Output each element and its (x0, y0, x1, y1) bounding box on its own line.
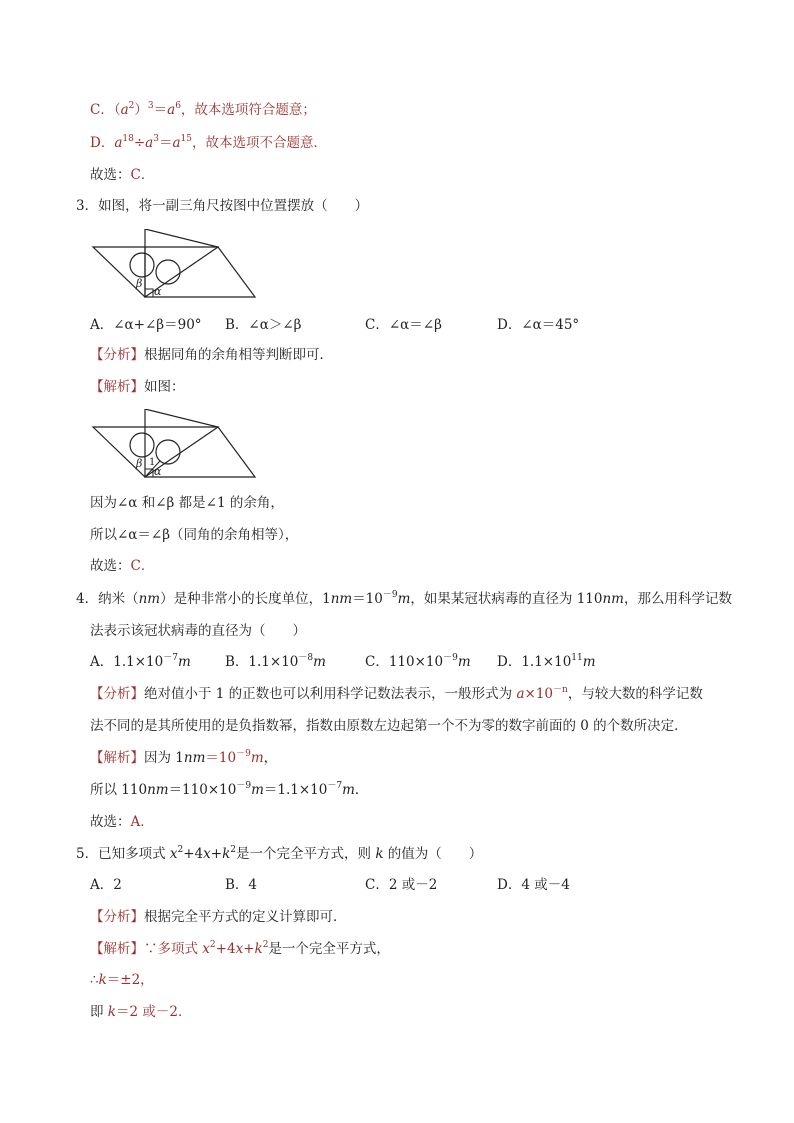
q3-option-a: A．∠α+∠β＝90° (90, 317, 202, 333)
q3-answer: 故选：C． (90, 558, 155, 574)
q4-analysis-line2: 法不同的是其所使用的是负指数幂，指数由原数左边起第一个不为零的数字前面的 0 的个数所决定． (90, 718, 688, 734)
q5-stem: 5．已知多项式 $x^2+4x+k^2$是一个完全平方式，则 k 的值为（ ） (76, 845, 483, 862)
q5-solution-line3: 即 k＝2 或－2． (90, 1004, 192, 1020)
q5-option-c: C．2 或－2 (365, 877, 438, 893)
q3-solution: 【解析】如图： (90, 379, 185, 395)
q4-stem-line1: 4．纳米（nm）是种非常小的长度单位，$1nm=10^{-9}m$，如果某冠状病毒的直径为 110nm，那么用科学记数 (76, 590, 732, 607)
q4-analysis-line1: 【分析】绝对值小于 1 的正数也可以利用科学记数法表示，一般形式为 $a\times 10^{-n}$，与较大数的科学记数 (90, 685, 703, 702)
q3-solution-line2: 所以∠α＝∠β（同角的余角相等）， (90, 527, 299, 543)
q4-option-b: B．$1.1\times 10^{-8}m$ (225, 653, 326, 670)
q5-solution-line2: ∴k＝±2， (90, 972, 154, 988)
q3-solution-line1: 因为∠α 和∠β 都是∠1 的余角， (90, 495, 284, 511)
q3-option-b: B．∠α＞∠β (225, 317, 302, 333)
q3-solution-figure (90, 409, 265, 479)
q3-sol-alpha-label: α (154, 465, 162, 478)
q4-option-a: A．$1.1\times 10^{-7}m$ (90, 653, 191, 670)
q5-option-d: D．4 或－4 (497, 877, 570, 893)
q5-option-b: B．4 (225, 877, 258, 893)
prev-option-c: C．$(a^2)^3=a^6$，故本选项符合题意； (90, 101, 316, 118)
prev-option-d: D．$a^{18}\div a^3=a^{15}$，故本选项不合题意． (90, 134, 327, 151)
q3-fig-beta-label: β (136, 277, 143, 290)
prev-answer: 故选：C． (90, 167, 155, 183)
q4-solution-line2: 所以 $110nm=110\times 10^{-9}m=1.1\times 10^{-7}m$． (90, 781, 369, 798)
q4-solution-line1: 【解析】因为 $1nm=10^{-9}m$， (90, 749, 278, 766)
q4-answer: 故选：A． (90, 814, 154, 830)
q4-stem-line2: 法表示该冠状病毒的直径为（ ） (90, 623, 306, 639)
q3-sol-beta-label: β (136, 457, 143, 470)
q3-stem: 3．如图，将一副三角尺按图中位置摆放（ ） (76, 198, 369, 214)
q3-option-c: C．∠α＝∠β (365, 317, 442, 333)
q3-analysis: 【分析】根据同角的余角相等判断即可． (90, 347, 333, 363)
q3-option-d: D．∠α＝45° (497, 317, 580, 333)
q3-figure (90, 229, 265, 299)
q5-option-a: A．2 (90, 877, 122, 893)
q5-analysis: 【分析】根据完全平方式的定义计算即可． (90, 909, 347, 925)
q3-sol-one-label: 1 (149, 457, 156, 468)
q4-option-c: C．$110\times 10^{-9}m$ (365, 653, 471, 670)
q4-option-d: D．$1.1\times 10^{11}m$ (497, 653, 596, 670)
q5-solution-line1: 【解析】∵多项式 $x^2+4x+k^2$是一个完全平方式， (90, 940, 390, 957)
q3-fig-alpha-label: α (154, 285, 162, 298)
